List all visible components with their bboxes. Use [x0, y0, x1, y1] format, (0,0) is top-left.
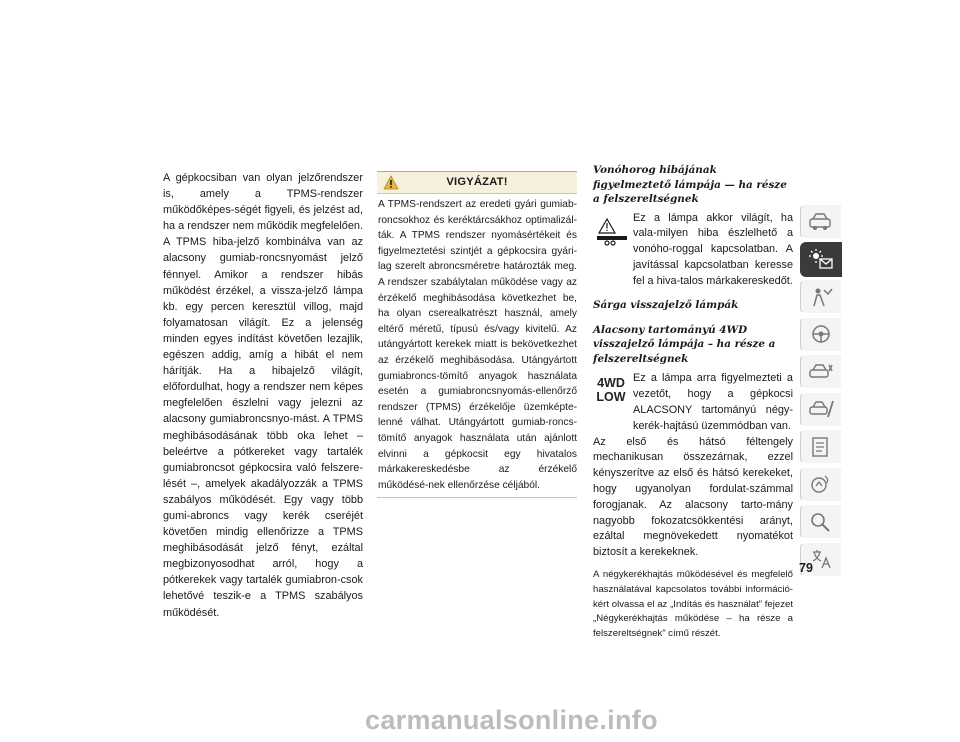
tab-safety[interactable]: [800, 279, 842, 314]
warning-header: [377, 171, 577, 194]
tab-maintenance[interactable]: [800, 429, 842, 464]
low4wd-label-top: 4WD: [597, 376, 625, 391]
emergency-car-icon: [807, 361, 835, 383]
tab-dashboard-lights[interactable]: [800, 242, 842, 277]
body-text-column-1: [163, 170, 363, 621]
warning-box: [377, 171, 577, 498]
search-icon: [807, 511, 835, 533]
tab-car-info[interactable]: [800, 204, 842, 239]
body-text-column-3: [593, 163, 793, 642]
safety-icon: [807, 286, 835, 308]
tow-text: Ez a lámpa akkor világít, ha vala-milyen hiba észlelhető a vonóho-roggal kapcsolatban. A javítással kapcsolatban keresse fel a hiva-talos márkakereskedőt.: [633, 211, 793, 287]
tab-steering[interactable]: [800, 317, 842, 352]
warning-text: A TPMS-rendszert az eredeti gyári gumiab-roncsokhoz és keréktárcsákhoz optimalizál-ták. A TPMS rendszer nyomásértékeit és figyelmeztetési szintjét a gépkocsira gyári-lag szerelt abroncsméretre határozták meg. A rendszer szabálytalan működése vagy az érzékelő meghibásodása következhet be, ha olyan cserealkatrészt használ, amely eltérő méretű, típusú és/vagy kivitelű. Az utángyártott kerekek miatt is bekövetkezhet az érzékelő meghibásodása. Utángyártott gumiabroncs-tömítő anyagok használata esetén a gumiabroncsnyomás-ellenőrző rendszer (TPMS) érzékelője üzemképte-lenné válhat. Utángyártott gumiab-roncs-tömítő anyagok használata után ajánlott elvinni a gépkocsit egy hivatalos márkakereskedésbe az érzékelő működésé-nek ellenőrzése céljából.: [378, 199, 577, 491]
low4wd-label-bottom: LOW: [596, 390, 626, 405]
tab-multimedia[interactable]: [800, 467, 842, 502]
warning-triangle-icon: [383, 175, 399, 190]
car-service-icon: [807, 398, 835, 420]
warning-title: VIGYÁZAT!: [446, 175, 508, 188]
tab-search[interactable]: [800, 504, 842, 539]
tpms-malfunction-paragraph: A gépkocsiban van olyan jelzőrendszer is, amely a TPMS-rendszer működőképes-ségét figyeli, és jelzést ad, ha a rendszer nem működik megfelelően. A TPMS hiba-jelző kombinálva van az alacsony gumiab-roncsnyomást jelző fénnyel. Amikor a rendszer hibás működést érzékel, a vissza-jelző lámpa kb. egy percen keresztül villog, majd folyamatosan világít. Ez a jelenség minden egyes indítást követően lezajlik, egészen addig, amíg a hibát el nem hárítják. Ha a hibajelző világít, előfordulhat, hogy a rendszer nem képes megfelelően észlelni vagy jelezni az alacsony gumiabroncsnyo-mást. A TPMS meghibásodásának több oka lehet – beleértve a pótkereket vagy tartalék gumiabroncsot gépkocsira való felszere-lését –, amelyek akadályozzák a TPMS szabályos működését. Egy vagy több gumi-abroncs vagy kerék cseréjét követően mindig ellenőrizze a TPMS meghibásodását jelző fényt, ezáltal megbizonyosodhat arról, hogy a pótkerekek vagy tartalék gumiabron-csok lehetővé teszik-e a TPMS szabályos működését.: [163, 172, 363, 619]
4wd-reference-note: A négykerékhajtás működésével és megfelelő használatával kapcsolatos további információ-kért olvassa el az „Indítás és használat” fejezet „Négykerékhajtás működése – ha része a felszereltségnek” című részét.: [593, 569, 793, 640]
dashboard-lights-icon: [807, 248, 835, 270]
tab-service[interactable]: [800, 392, 842, 427]
low4wd-text-continued: Az első és hátsó féltengely mechanikusan összezárnak, ezzel kényszerítve az első és hátsó kerekeket, hogy ugyanolyan fordulat-számmal forogjanak. Az alacsony tarto-mány nagyobb fokozatcsökkentési arányt, ezáltal megnövekedett nyomatékot biztosít a kerekeknek.: [593, 435, 793, 559]
trailer-hitch-warning-icon: [595, 217, 629, 247]
yellow-lights-heading: Sárga visszajelző lámpák: [593, 299, 739, 312]
tow-heading: Vonóhorog hibájának figyelmeztető lámpája — ha része a felszereltségnek: [593, 164, 787, 205]
chapter-tabs: [800, 204, 842, 579]
tab-emergency[interactable]: [800, 354, 842, 389]
car-info-icon: [807, 211, 835, 233]
warning-footer-rule: [377, 493, 577, 498]
maintenance-list-icon: [807, 436, 835, 458]
low4wd-indicator-icon: [593, 376, 629, 404]
watermark: carmanualsonline.info: [365, 705, 658, 735]
steering-wheel-icon: [807, 323, 835, 345]
low4wd-text: Ez a lámpa arra figyelmezteti a vezetőt, hogy a gépkocsi ALACSONY tartományú négy-kerék-hajtású üzemmódban van.: [633, 372, 793, 432]
low4wd-heading: Alacsony tartományú 4WD visszajelző lámpája – ha része a felszereltségnek: [593, 323, 776, 365]
page-number: 79: [799, 561, 813, 575]
multimedia-icon: [807, 473, 835, 495]
